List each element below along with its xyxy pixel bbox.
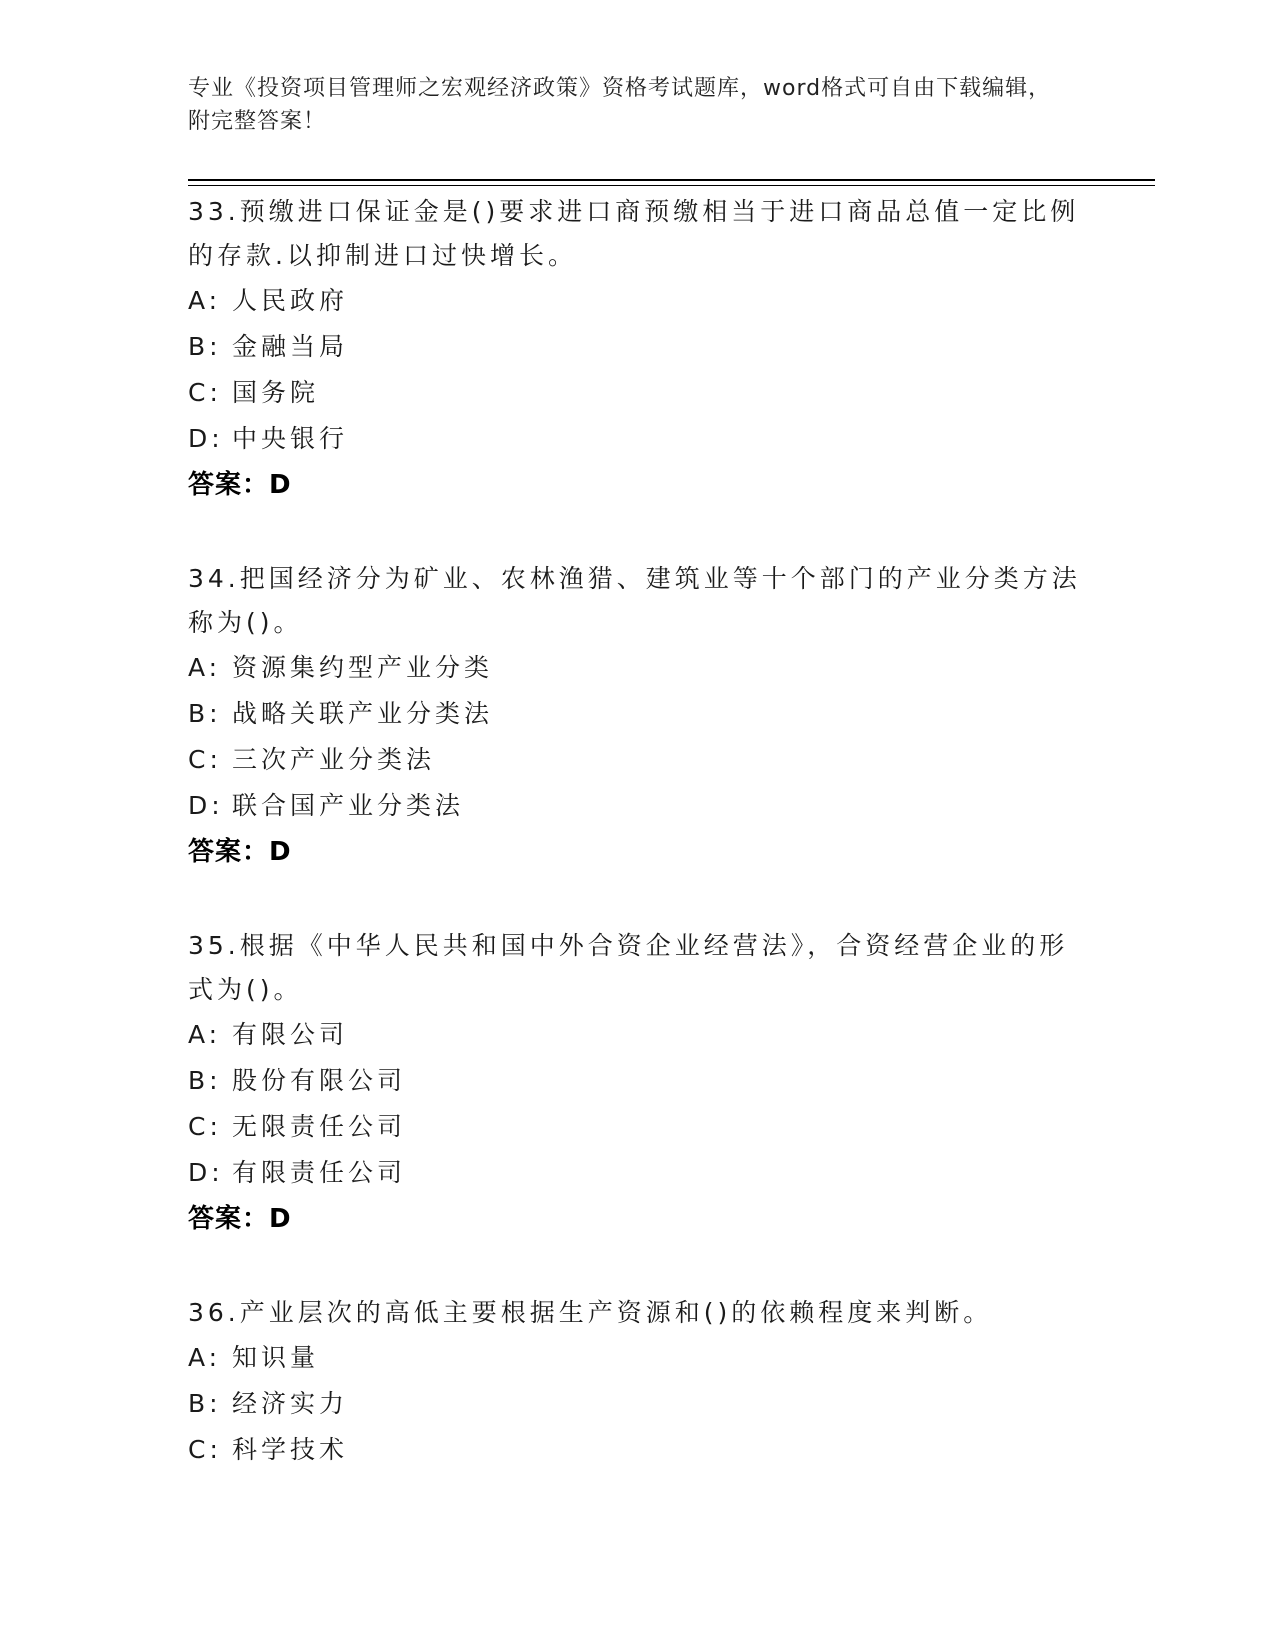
- question-stem: 33.预缴进口保证金是()要求进口商预缴相当于进口商品总值一定比例的存款.以抑制进口过快增长。: [188, 197, 1080, 270]
- question-list: [188, 190, 1088, 1522]
- option-b: [188, 324, 1088, 370]
- option-letter: C:: [188, 1112, 222, 1141]
- option-text: 科学技术: [232, 1435, 349, 1464]
- option-letter: A:: [188, 653, 222, 682]
- option-c: [188, 370, 1088, 416]
- option-text: 战略关联产业分类法: [232, 699, 494, 728]
- option-letter: A:: [188, 1020, 222, 1049]
- option-text: 国务院: [232, 378, 320, 407]
- option-letter: B:: [188, 1066, 222, 1095]
- option-a: [188, 1335, 1088, 1381]
- option-a: [188, 645, 1088, 691]
- header-divider-thin: [188, 185, 1155, 186]
- option-letter: D:: [188, 424, 224, 453]
- option-text: 有限公司: [232, 1020, 349, 1049]
- option-text: 资源集约型产业分类: [232, 653, 494, 682]
- option-a: [188, 1012, 1088, 1058]
- question-35: [188, 924, 1088, 1242]
- answer-line: 答案：D: [188, 837, 292, 867]
- option-text: 三次产业分类法: [232, 745, 436, 774]
- answer-line: 答案：D: [188, 470, 292, 500]
- option-letter: A:: [188, 286, 222, 315]
- option-d: [188, 1150, 1088, 1196]
- question-stem: 34.把国经济分为矿业、农林渔猎、建筑业等十个部门的产业分类方法称为()。: [188, 564, 1081, 637]
- option-c: [188, 737, 1088, 783]
- option-text: 人民政府: [232, 286, 349, 315]
- header-divider-thick: [188, 179, 1155, 181]
- option-text: 股份有限公司: [232, 1066, 407, 1095]
- question-36: [188, 1291, 1088, 1473]
- option-letter: D:: [188, 791, 224, 820]
- option-b: [188, 691, 1088, 737]
- option-b: [188, 1381, 1088, 1427]
- question-34: [188, 557, 1088, 875]
- option-letter: B:: [188, 332, 222, 361]
- document-header: 专业《投资项目管理师之宏观经济政策》资格考试题库，word格式可自由下载编辑，附完整答案！: [188, 76, 1052, 134]
- question-33: [188, 190, 1088, 508]
- option-text: 联合国产业分类法: [232, 791, 465, 820]
- option-letter: B:: [188, 1389, 222, 1418]
- option-d: [188, 416, 1088, 462]
- option-letter: C:: [188, 745, 222, 774]
- option-text: 无限责任公司: [232, 1112, 407, 1141]
- option-text: 中央银行: [232, 424, 349, 453]
- option-b: [188, 1058, 1088, 1104]
- option-letter: C:: [188, 378, 222, 407]
- option-c: [188, 1427, 1088, 1473]
- question-stem: 36.产业层次的高低主要根据生产资源和()的依赖程度来判断。: [188, 1298, 993, 1327]
- option-text: 知识量: [232, 1343, 320, 1372]
- option-letter: D:: [188, 1158, 224, 1187]
- option-letter: B:: [188, 699, 222, 728]
- option-letter: C:: [188, 1435, 222, 1464]
- option-text: 经济实力: [232, 1389, 349, 1418]
- answer-line: 答案：D: [188, 1204, 292, 1234]
- option-text: 有限责任公司: [232, 1158, 407, 1187]
- question-stem: 35.根据《中华人民共和国中外合资企业经营法》，合资经营企业的形式为()。: [188, 931, 1069, 1004]
- option-text: 金融当局: [232, 332, 349, 361]
- option-d: [188, 783, 1088, 829]
- option-letter: A:: [188, 1343, 222, 1372]
- option-a: [188, 278, 1088, 324]
- option-c: [188, 1104, 1088, 1150]
